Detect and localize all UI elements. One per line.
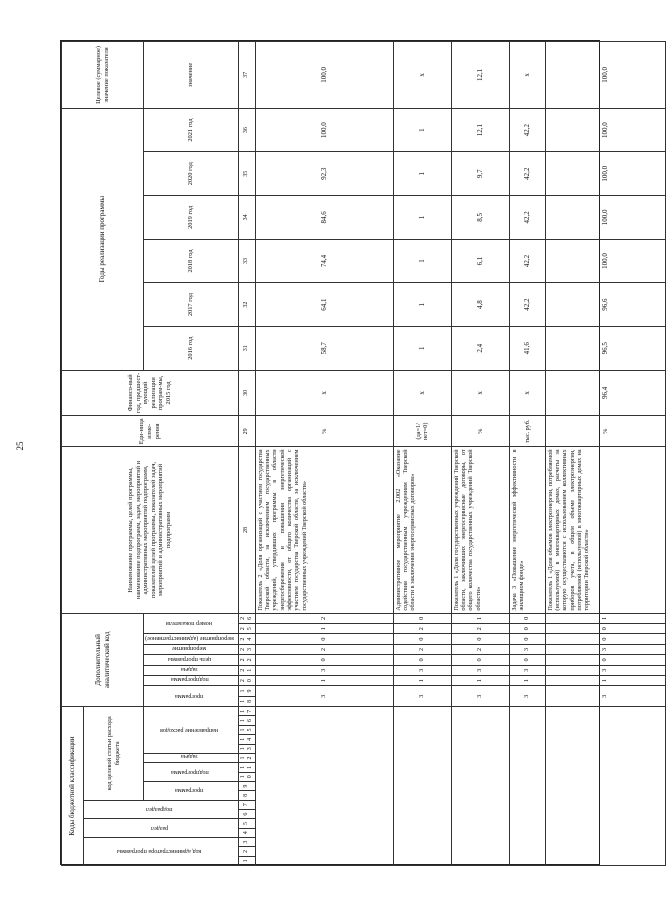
code-cell: 0 [451, 655, 509, 665]
col-index: 32 [238, 283, 255, 327]
col-index: 17 [238, 707, 255, 716]
value-2017: 4,8 [451, 283, 509, 327]
indicator-name: Административное мероприятие 2.002 «Оказание содействия государственным учреждениям Тверской области в заключении энергосервисных договоров» [393, 447, 451, 613]
target-value: 12,1 [451, 42, 509, 109]
year-2021-header: 2021 год [144, 108, 239, 152]
table-row [545, 42, 665, 866]
col-index: 23 [238, 644, 255, 654]
col-index: 26 [238, 613, 255, 624]
code-cell: 1 [451, 613, 509, 624]
col-index: 25 [238, 624, 255, 634]
code-cell: 3 [545, 665, 665, 675]
code-cell: 3 [451, 665, 509, 675]
value-2018: 1 [393, 239, 451, 283]
task-code-header: задача [144, 753, 239, 762]
code-cell: 1 [509, 675, 545, 685]
table-row [393, 42, 451, 866]
value-2021: 1 [393, 108, 451, 152]
value-2016: 58,7 [255, 326, 393, 370]
col-index: 9 [238, 781, 255, 790]
rotated-landscape-table [61, 41, 610, 866]
report-sheet [60, 40, 610, 865]
expense-direction-header: направление расходов [144, 707, 239, 754]
code-cell: 1 [393, 675, 451, 685]
value-2017: 42,2 [509, 283, 545, 327]
col-index: 21 [238, 665, 255, 675]
target-expense-code-header: код целевой статьи расхода бюджета [84, 707, 144, 800]
code-cell: 3 [545, 686, 665, 707]
value-2018: 6,1 [451, 239, 509, 283]
value-2021: 100,0 [545, 108, 665, 152]
code-cell: 2 [393, 624, 451, 634]
value-2020: 1 [393, 152, 451, 196]
code-cell: 3 [393, 665, 451, 675]
value-2021: 42,2 [509, 108, 545, 152]
year-2019-header: 2019 год [144, 196, 239, 240]
budget-classification-header: Коды бюджетной классификации [62, 707, 84, 866]
col-index: 3 [238, 837, 255, 846]
target-value: x [509, 42, 545, 109]
code-cell: 3 [509, 644, 545, 654]
code-cell: 3 [255, 665, 393, 675]
table-row [509, 42, 545, 866]
budget-codes-cell [393, 707, 451, 866]
code-cell: 0 [393, 655, 451, 665]
unit-cell: % [545, 416, 665, 447]
target-value-header: значение [144, 42, 239, 109]
col-index: 6 [238, 809, 255, 818]
unit-cell: тыс. руб. [509, 416, 545, 447]
col-index: 18 [238, 696, 255, 706]
code-cell: 0 [393, 634, 451, 644]
budget-codes-cell [545, 707, 665, 866]
years-group-header: Годы реализации программы [62, 108, 144, 370]
program-code-header: программа [144, 781, 239, 800]
base-year-value: x [509, 370, 545, 416]
value-2021: 12,1 [451, 108, 509, 152]
code-cell: 0 [255, 634, 393, 644]
value-2017: 1 [393, 283, 451, 327]
aa-indicator-number-header: номер показателя [144, 613, 239, 634]
code-cell: 0 [451, 634, 509, 644]
value-2019: 1 [393, 196, 451, 240]
subprogram-code-header: подпрограмма [144, 763, 239, 782]
col-index: 14 [238, 735, 255, 744]
code-cell: 1 [545, 613, 665, 624]
code-cell: 0 [509, 624, 545, 634]
col-index: 35 [238, 152, 255, 196]
col-index: 10 [238, 772, 255, 781]
subsection-header: подраздел [84, 800, 239, 819]
table-row [451, 42, 509, 866]
admin-code-header: код администратора программы [84, 837, 239, 865]
unit-cell: % [451, 416, 509, 447]
code-cell: 2 [393, 644, 451, 654]
indicator-name: Показатель 2 «Доля организаций с участием государства Тверской области, за исключением государственных учреждений, утвердивших программы в области энергосбережения и повышения энергетической эффективности, от общего количества организаций с участием государства Тверской области, за исключением государственных учреждений Тверской области» [255, 447, 393, 613]
col-index: 1 [238, 856, 255, 865]
indicator-name: Показатель 1 «Доля объемов электроэнергии, потребляемой (используемой) в многоквартирных домах, расчеты за которую осуществляются с использованием коллективных приборов учета, в общем объеме электроэнергии, потребляемой (используемой) в многоквартирных домах на территории Тверской области» [545, 447, 665, 613]
value-2017: 64,1 [255, 283, 393, 327]
col-index: 29 [238, 416, 255, 447]
col-index: 19 [238, 686, 255, 696]
base-year-value: 96,4 [545, 370, 665, 416]
col-index: 11 [238, 763, 255, 772]
budget-codes-cell [451, 707, 509, 866]
code-cell: 3 [509, 665, 545, 675]
code-cell: 0 [545, 634, 665, 644]
target-group-header: Целевое (суммарное) значение показателя [62, 42, 144, 109]
col-index: 33 [238, 239, 255, 283]
finance-year-column-header: Финансо-вый год, предшест-вующий реализации програм-мы, 2015 год [62, 370, 239, 416]
col-index: 22 [238, 655, 255, 665]
aa-event-header: мероприятие [144, 644, 239, 654]
base-year-value: x [393, 370, 451, 416]
code-cell: 3 [451, 686, 509, 707]
column-index-row [238, 42, 255, 866]
col-index: 30 [238, 370, 255, 416]
aa-task-header: задача [144, 665, 239, 675]
code-cell: 0 [393, 613, 451, 624]
name-column-header: Наименование программы, целей программы, наименование подпрограмм, задач, мероприятий и административных мероприятий подпрограмм, показателей целей программы, показателей задач, мероприятий и административных мероприятий подпрограмм [62, 447, 239, 613]
col-index: 15 [238, 725, 255, 734]
target-value: x [393, 42, 451, 109]
value-2019: 42,2 [509, 196, 545, 240]
value-2019: 84,6 [255, 196, 393, 240]
col-index: 28 [238, 447, 255, 613]
aa-goal-header: цель программы [144, 655, 239, 665]
col-index: 13 [238, 744, 255, 753]
col-index: 31 [238, 326, 255, 370]
code-cell: 3 [509, 686, 545, 707]
indicator-name: Показатель 1 «Доля государственных учреждений Тверской области, заключивших энергосервисные договоры, от общего количества государственных учреждений Тверской области» [451, 447, 509, 613]
code-cell: 2 [255, 613, 393, 624]
additional-analytic-code-header: Дополнительный аналитический код [62, 613, 144, 707]
budget-codes-cell [509, 707, 545, 866]
budget-codes-cell [255, 707, 393, 866]
value-2021: 100,0 [255, 108, 393, 152]
aa-program-header: программа [144, 686, 239, 707]
code-cell: 3 [393, 686, 451, 707]
aa-admin-event-header: мероприятие (административное) [144, 634, 239, 644]
value-2019: 100,0 [545, 196, 665, 240]
code-cell: 1 [545, 675, 665, 685]
col-index: 12 [238, 753, 255, 762]
year-2017-header: 2017 год [144, 283, 239, 327]
col-index: 4 [238, 828, 255, 837]
value-2017: 96,6 [545, 283, 665, 327]
value-2016: 1 [393, 326, 451, 370]
value-2018: 100,0 [545, 239, 665, 283]
code-cell: 0 [509, 634, 545, 644]
section-header: раздел [84, 819, 239, 838]
code-cell: 1 [255, 675, 393, 685]
col-index: 24 [238, 634, 255, 644]
program-indicators-table [61, 41, 666, 866]
col-index: 7 [238, 800, 255, 809]
value-2019: 8,5 [451, 196, 509, 240]
target-value: 100,0 [545, 42, 665, 109]
value-2016: 96,5 [545, 326, 665, 370]
col-index: 36 [238, 108, 255, 152]
code-cell: 0 [545, 655, 665, 665]
aa-subprogram-header: подпрограмма [144, 675, 239, 685]
value-2018: 42,2 [509, 239, 545, 283]
col-index: 20 [238, 675, 255, 685]
value-2020: 42,2 [509, 152, 545, 196]
value-2020: 9,7 [451, 152, 509, 196]
unit-cell: (да=1/нет=0) [393, 416, 451, 447]
code-cell: 2 [451, 624, 509, 634]
value-2016: 2,4 [451, 326, 509, 370]
base-year-value: x [255, 370, 393, 416]
table-row [255, 42, 393, 866]
code-cell: 1 [255, 624, 393, 634]
page-number: 25 [15, 441, 25, 451]
code-cell: 2 [255, 644, 393, 654]
base-year-value: x [451, 370, 509, 416]
target-value: 100,0 [255, 42, 393, 109]
value-2018: 74,4 [255, 239, 393, 283]
col-index: 5 [238, 819, 255, 828]
value-2016: 41,6 [509, 326, 545, 370]
col-index: 34 [238, 196, 255, 240]
code-cell: 0 [545, 624, 665, 634]
code-cell: 3 [255, 686, 393, 707]
code-cell: 0 [509, 613, 545, 624]
year-2016-header: 2016 год [144, 326, 239, 370]
value-2020: 100,0 [545, 152, 665, 196]
value-2020: 92,3 [255, 152, 393, 196]
unit-column-header: Еди-ница изме-рения [62, 416, 239, 447]
col-index: 37 [238, 42, 255, 109]
col-index: 2 [238, 847, 255, 856]
code-cell: 2 [451, 644, 509, 654]
code-cell: 0 [509, 655, 545, 665]
year-2018-header: 2018 год [144, 239, 239, 283]
task-name: Задача 3 «Повышение энергетической эффективности в жилищном фонде» [509, 447, 545, 613]
year-2020-header: 2020 год [144, 152, 239, 196]
unit-cell: % [255, 416, 393, 447]
col-index: 16 [238, 716, 255, 725]
code-cell: 3 [545, 644, 665, 654]
col-index: 8 [238, 791, 255, 800]
code-cell: 0 [255, 655, 393, 665]
code-cell: 1 [451, 675, 509, 685]
